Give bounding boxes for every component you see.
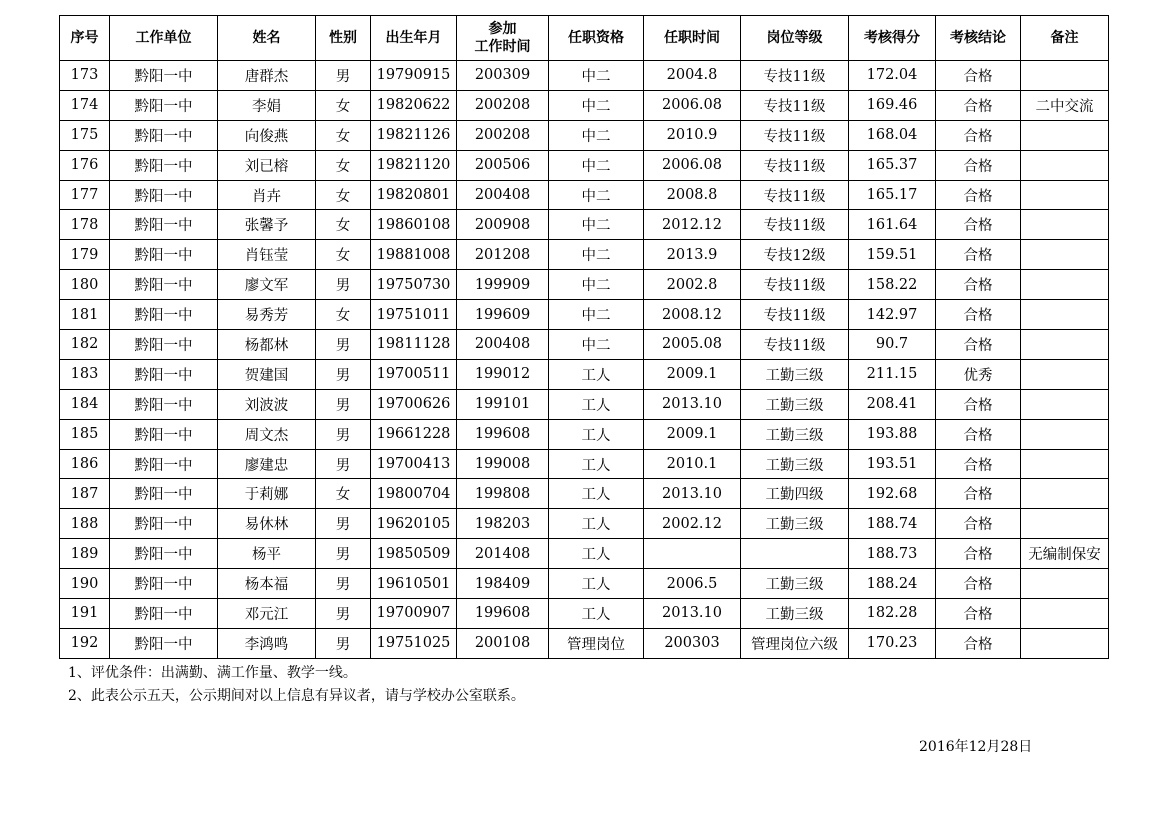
cell-appointment-date: 2002.8 <box>644 270 741 300</box>
cell-qualification: 中二 <box>549 240 644 270</box>
cell-qualification: 工人 <box>549 539 644 569</box>
cell-work-start: 198409 <box>457 569 549 599</box>
cell-post-level: 管理岗位六级 <box>741 628 849 658</box>
cell-remarks <box>1021 569 1109 599</box>
cell-birth-date: 19860108 <box>371 210 457 240</box>
notes <box>68 662 525 708</box>
cell-score: 90.7 <box>849 330 936 360</box>
table-row <box>60 240 1109 270</box>
cell-name: 李娟 <box>218 90 316 120</box>
cell-appointment-date: 2006.5 <box>644 569 741 599</box>
cell-work-unit: 黔阳一中 <box>110 120 218 150</box>
cell-post-level: 工勤三级 <box>741 359 849 389</box>
table-row <box>60 419 1109 449</box>
cell-work-start: 199608 <box>457 599 549 629</box>
cell-qualification: 中二 <box>549 120 644 150</box>
cell-birth-date: 19700511 <box>371 359 457 389</box>
cell-qualification: 工人 <box>549 479 644 509</box>
cell-serial: 189 <box>60 539 110 569</box>
cell-qualification: 工人 <box>549 389 644 419</box>
cell-remarks <box>1021 419 1109 449</box>
cell-appointment-date: 2013.10 <box>644 389 741 419</box>
cell-appointment-date <box>644 539 741 569</box>
cell-qualification: 工人 <box>549 599 644 629</box>
cell-post-level: 工勤三级 <box>741 449 849 479</box>
cell-birth-date: 19790915 <box>371 61 457 91</box>
cell-conclusion: 合格 <box>936 389 1021 419</box>
cell-name: 杨都林 <box>218 330 316 360</box>
cell-serial: 176 <box>60 150 110 180</box>
cell-gender: 女 <box>316 150 371 180</box>
header-score: 考核得分 <box>849 16 936 61</box>
cell-conclusion: 合格 <box>936 180 1021 210</box>
cell-conclusion: 合格 <box>936 479 1021 509</box>
cell-conclusion: 合格 <box>936 210 1021 240</box>
cell-appointment-date: 2012.12 <box>644 210 741 240</box>
table-row <box>60 539 1109 569</box>
table-row <box>60 628 1109 658</box>
cell-gender: 男 <box>316 359 371 389</box>
cell-work-start: 200506 <box>457 150 549 180</box>
cell-appointment-date: 2009.1 <box>644 359 741 389</box>
cell-gender: 男 <box>316 509 371 539</box>
cell-post-level: 专技11级 <box>741 150 849 180</box>
cell-post-level: 专技11级 <box>741 120 849 150</box>
cell-remarks <box>1021 479 1109 509</box>
cell-conclusion: 合格 <box>936 569 1021 599</box>
cell-post-level: 工勤四级 <box>741 479 849 509</box>
cell-name: 李鸿鸣 <box>218 628 316 658</box>
cell-work-unit: 黔阳一中 <box>110 61 218 91</box>
cell-appointment-date: 2005.08 <box>644 330 741 360</box>
cell-qualification: 中二 <box>549 180 644 210</box>
cell-post-level: 专技11级 <box>741 330 849 360</box>
cell-work-start: 199808 <box>457 479 549 509</box>
cell-gender: 男 <box>316 539 371 569</box>
table-row <box>60 150 1109 180</box>
cell-name: 杨平 <box>218 539 316 569</box>
cell-serial: 187 <box>60 479 110 509</box>
cell-appointment-date: 2009.1 <box>644 419 741 449</box>
cell-conclusion: 合格 <box>936 449 1021 479</box>
header-name: 姓名 <box>218 16 316 61</box>
cell-work-start: 199008 <box>457 449 549 479</box>
cell-birth-date: 19821120 <box>371 150 457 180</box>
cell-name: 张馨予 <box>218 210 316 240</box>
cell-qualification: 中二 <box>549 330 644 360</box>
cell-name: 刘波波 <box>218 389 316 419</box>
cell-work-start: 200908 <box>457 210 549 240</box>
header-birth-date: 出生年月 <box>371 16 457 61</box>
cell-conclusion: 合格 <box>936 330 1021 360</box>
cell-score: 169.46 <box>849 90 936 120</box>
cell-score: 192.68 <box>849 479 936 509</box>
table-row <box>60 210 1109 240</box>
header-serial: 序号 <box>60 16 110 61</box>
cell-serial: 184 <box>60 389 110 419</box>
cell-serial: 179 <box>60 240 110 270</box>
cell-conclusion: 合格 <box>936 628 1021 658</box>
cell-post-level: 工勤三级 <box>741 509 849 539</box>
cell-birth-date: 19700907 <box>371 599 457 629</box>
cell-score: 193.88 <box>849 419 936 449</box>
header-conclusion: 考核结论 <box>936 16 1021 61</box>
cell-birth-date: 19700626 <box>371 389 457 419</box>
cell-work-unit: 黔阳一中 <box>110 210 218 240</box>
cell-birth-date: 19620105 <box>371 509 457 539</box>
cell-score: 168.04 <box>849 120 936 150</box>
cell-serial: 186 <box>60 449 110 479</box>
cell-name: 刘已榕 <box>218 150 316 180</box>
cell-birth-date: 19800704 <box>371 479 457 509</box>
cell-work-unit: 黔阳一中 <box>110 330 218 360</box>
cell-remarks <box>1021 509 1109 539</box>
cell-qualification: 中二 <box>549 210 644 240</box>
cell-score: 188.73 <box>849 539 936 569</box>
table-row <box>60 569 1109 599</box>
cell-work-start: 200309 <box>457 61 549 91</box>
cell-birth-date: 19850509 <box>371 539 457 569</box>
cell-work-start: 200208 <box>457 120 549 150</box>
cell-score: 165.37 <box>849 150 936 180</box>
cell-qualification: 工人 <box>549 509 644 539</box>
cell-work-unit: 黔阳一中 <box>110 389 218 419</box>
cell-work-start: 201208 <box>457 240 549 270</box>
cell-work-unit: 黔阳一中 <box>110 509 218 539</box>
cell-name: 向俊燕 <box>218 120 316 150</box>
table-row <box>60 359 1109 389</box>
cell-remarks <box>1021 389 1109 419</box>
cell-appointment-date: 2008.8 <box>644 180 741 210</box>
cell-score: 182.28 <box>849 599 936 629</box>
cell-score: 193.51 <box>849 449 936 479</box>
cell-score: 165.17 <box>849 180 936 210</box>
cell-remarks: 二中交流 <box>1021 90 1109 120</box>
cell-score: 142.97 <box>849 300 936 330</box>
cell-name: 贺建国 <box>218 359 316 389</box>
cell-remarks <box>1021 180 1109 210</box>
cell-work-start: 198203 <box>457 509 549 539</box>
cell-work-unit: 黔阳一中 <box>110 628 218 658</box>
cell-name: 廖建忠 <box>218 449 316 479</box>
cell-remarks <box>1021 449 1109 479</box>
cell-serial: 173 <box>60 61 110 91</box>
assessment-table <box>59 15 1109 659</box>
cell-name: 唐群杰 <box>218 61 316 91</box>
cell-work-start: 200408 <box>457 180 549 210</box>
cell-name: 于莉娜 <box>218 479 316 509</box>
cell-serial: 181 <box>60 300 110 330</box>
header-appointment-date: 任职时间 <box>644 16 741 61</box>
cell-work-unit: 黔阳一中 <box>110 300 218 330</box>
cell-work-start: 200408 <box>457 330 549 360</box>
table-row <box>60 509 1109 539</box>
cell-gender: 女 <box>316 210 371 240</box>
cell-conclusion: 合格 <box>936 270 1021 300</box>
cell-work-start: 199909 <box>457 270 549 300</box>
cell-qualification: 工人 <box>549 569 644 599</box>
note-2: 2、此表公示五天，公示期间对以上信息有异议者，请与学校办公室联系。 <box>68 688 525 704</box>
table-row <box>60 270 1109 300</box>
cell-qualification: 中二 <box>549 300 644 330</box>
cell-serial: 183 <box>60 359 110 389</box>
cell-serial: 190 <box>60 569 110 599</box>
table-row <box>60 120 1109 150</box>
cell-gender: 男 <box>316 419 371 449</box>
cell-work-unit: 黔阳一中 <box>110 569 218 599</box>
table-row <box>60 330 1109 360</box>
cell-post-level: 专技11级 <box>741 270 849 300</box>
cell-conclusion: 合格 <box>936 120 1021 150</box>
cell-post-level: 专技11级 <box>741 90 849 120</box>
cell-serial: 192 <box>60 628 110 658</box>
cell-remarks <box>1021 270 1109 300</box>
table-row <box>60 90 1109 120</box>
cell-serial: 182 <box>60 330 110 360</box>
header-qualification: 任职资格 <box>549 16 644 61</box>
table-row <box>60 599 1109 629</box>
cell-remarks <box>1021 628 1109 658</box>
cell-work-unit: 黔阳一中 <box>110 180 218 210</box>
cell-appointment-date: 2008.12 <box>644 300 741 330</box>
cell-gender: 男 <box>316 569 371 599</box>
cell-remarks: 无编制保安 <box>1021 539 1109 569</box>
cell-qualification: 中二 <box>549 270 644 300</box>
cell-birth-date: 19751011 <box>371 300 457 330</box>
table-row <box>60 61 1109 91</box>
cell-work-unit: 黔阳一中 <box>110 599 218 629</box>
cell-serial: 175 <box>60 120 110 150</box>
cell-conclusion: 合格 <box>936 539 1021 569</box>
cell-appointment-date: 2013.10 <box>644 599 741 629</box>
cell-name: 肖卉 <box>218 180 316 210</box>
cell-work-unit: 黔阳一中 <box>110 539 218 569</box>
cell-birth-date: 19750730 <box>371 270 457 300</box>
cell-gender: 男 <box>316 389 371 419</box>
cell-conclusion: 合格 <box>936 599 1021 629</box>
table-row <box>60 479 1109 509</box>
cell-serial: 188 <box>60 509 110 539</box>
cell-appointment-date: 2013.10 <box>644 479 741 509</box>
header-row <box>60 16 1109 61</box>
cell-work-start: 199012 <box>457 359 549 389</box>
cell-birth-date: 19820622 <box>371 90 457 120</box>
cell-post-level: 工勤三级 <box>741 569 849 599</box>
cell-qualification: 工人 <box>549 359 644 389</box>
cell-work-unit: 黔阳一中 <box>110 150 218 180</box>
cell-serial: 177 <box>60 180 110 210</box>
cell-work-start: 200108 <box>457 628 549 658</box>
cell-work-start: 199101 <box>457 389 549 419</box>
cell-remarks <box>1021 599 1109 629</box>
header-work-start: 参加 工作时间 <box>457 16 549 61</box>
cell-qualification: 工人 <box>549 419 644 449</box>
cell-score: 158.22 <box>849 270 936 300</box>
cell-gender: 女 <box>316 180 371 210</box>
cell-post-level: 专技11级 <box>741 180 849 210</box>
cell-score: 188.24 <box>849 569 936 599</box>
cell-name: 周文杰 <box>218 419 316 449</box>
cell-birth-date: 19751025 <box>371 628 457 658</box>
cell-birth-date: 19661228 <box>371 419 457 449</box>
cell-name: 易休林 <box>218 509 316 539</box>
cell-conclusion: 合格 <box>936 419 1021 449</box>
cell-work-start: 200208 <box>457 90 549 120</box>
cell-gender: 男 <box>316 330 371 360</box>
cell-appointment-date: 200303 <box>644 628 741 658</box>
cell-appointment-date: 2006.08 <box>644 90 741 120</box>
cell-appointment-date: 2010.1 <box>644 449 741 479</box>
cell-score: 161.64 <box>849 210 936 240</box>
cell-post-level: 工勤三级 <box>741 389 849 419</box>
cell-conclusion: 合格 <box>936 300 1021 330</box>
cell-remarks <box>1021 359 1109 389</box>
cell-work-unit: 黔阳一中 <box>110 240 218 270</box>
cell-post-level: 专技11级 <box>741 210 849 240</box>
cell-post-level: 专技11级 <box>741 61 849 91</box>
cell-serial: 191 <box>60 599 110 629</box>
cell-post-level: 专技11级 <box>741 300 849 330</box>
cell-work-start: 199609 <box>457 300 549 330</box>
cell-name: 杨本福 <box>218 569 316 599</box>
cell-conclusion: 合格 <box>936 509 1021 539</box>
cell-score: 170.23 <box>849 628 936 658</box>
cell-post-level: 专技12级 <box>741 240 849 270</box>
cell-score: 172.04 <box>849 61 936 91</box>
cell-gender: 男 <box>316 270 371 300</box>
cell-qualification: 中二 <box>549 61 644 91</box>
cell-birth-date: 19821126 <box>371 120 457 150</box>
cell-conclusion: 合格 <box>936 240 1021 270</box>
cell-name: 肖钰莹 <box>218 240 316 270</box>
cell-serial: 174 <box>60 90 110 120</box>
cell-gender: 女 <box>316 90 371 120</box>
cell-conclusion: 合格 <box>936 90 1021 120</box>
cell-gender: 男 <box>316 628 371 658</box>
cell-appointment-date: 2002.12 <box>644 509 741 539</box>
header-remarks: 备注 <box>1021 16 1109 61</box>
table-row <box>60 180 1109 210</box>
cell-work-unit: 黔阳一中 <box>110 359 218 389</box>
cell-qualification: 管理岗位 <box>549 628 644 658</box>
cell-conclusion: 优秀 <box>936 359 1021 389</box>
cell-work-unit: 黔阳一中 <box>110 479 218 509</box>
cell-gender: 男 <box>316 599 371 629</box>
cell-appointment-date: 2013.9 <box>644 240 741 270</box>
cell-work-unit: 黔阳一中 <box>110 419 218 449</box>
cell-remarks <box>1021 150 1109 180</box>
cell-remarks <box>1021 300 1109 330</box>
cell-appointment-date: 2004.8 <box>644 61 741 91</box>
cell-serial: 178 <box>60 210 110 240</box>
cell-work-unit: 黔阳一中 <box>110 270 218 300</box>
note-1: 1、评优条件：出满勤、满工作量、教学一线。 <box>68 665 357 681</box>
header-gender: 性别 <box>316 16 371 61</box>
cell-serial: 180 <box>60 270 110 300</box>
cell-name: 邓元江 <box>218 599 316 629</box>
cell-qualification: 中二 <box>549 150 644 180</box>
cell-work-start: 201408 <box>457 539 549 569</box>
table-body <box>60 61 1109 659</box>
cell-remarks <box>1021 240 1109 270</box>
cell-gender: 男 <box>316 61 371 91</box>
cell-name: 廖文军 <box>218 270 316 300</box>
cell-remarks <box>1021 120 1109 150</box>
cell-gender: 男 <box>316 449 371 479</box>
cell-gender: 女 <box>316 479 371 509</box>
cell-serial: 185 <box>60 419 110 449</box>
cell-score: 211.15 <box>849 359 936 389</box>
header-work-unit: 工作单位 <box>110 16 218 61</box>
table-row <box>60 300 1109 330</box>
cell-birth-date: 19811128 <box>371 330 457 360</box>
cell-work-start: 199608 <box>457 419 549 449</box>
cell-remarks <box>1021 330 1109 360</box>
cell-post-level: 工勤三级 <box>741 419 849 449</box>
cell-score: 159.51 <box>849 240 936 270</box>
cell-remarks <box>1021 61 1109 91</box>
cell-gender: 女 <box>316 120 371 150</box>
cell-gender: 女 <box>316 240 371 270</box>
cell-birth-date: 19881008 <box>371 240 457 270</box>
table-row <box>60 449 1109 479</box>
cell-birth-date: 19820801 <box>371 180 457 210</box>
cell-appointment-date: 2010.9 <box>644 120 741 150</box>
cell-work-unit: 黔阳一中 <box>110 90 218 120</box>
header-post-level: 岗位等级 <box>741 16 849 61</box>
cell-gender: 女 <box>316 300 371 330</box>
cell-remarks <box>1021 210 1109 240</box>
cell-conclusion: 合格 <box>936 61 1021 91</box>
cell-qualification: 工人 <box>549 449 644 479</box>
cell-birth-date: 19700413 <box>371 449 457 479</box>
cell-qualification: 中二 <box>549 90 644 120</box>
cell-birth-date: 19610501 <box>371 569 457 599</box>
cell-score: 208.41 <box>849 389 936 419</box>
table-row <box>60 389 1109 419</box>
cell-appointment-date: 2006.08 <box>644 150 741 180</box>
publish-date: 2016年12月28日 <box>919 739 1033 755</box>
cell-post-level: 工勤三级 <box>741 599 849 629</box>
cell-score: 188.74 <box>849 509 936 539</box>
cell-work-unit: 黔阳一中 <box>110 449 218 479</box>
cell-post-level <box>741 539 849 569</box>
cell-name: 易秀芳 <box>218 300 316 330</box>
cell-conclusion: 合格 <box>936 150 1021 180</box>
